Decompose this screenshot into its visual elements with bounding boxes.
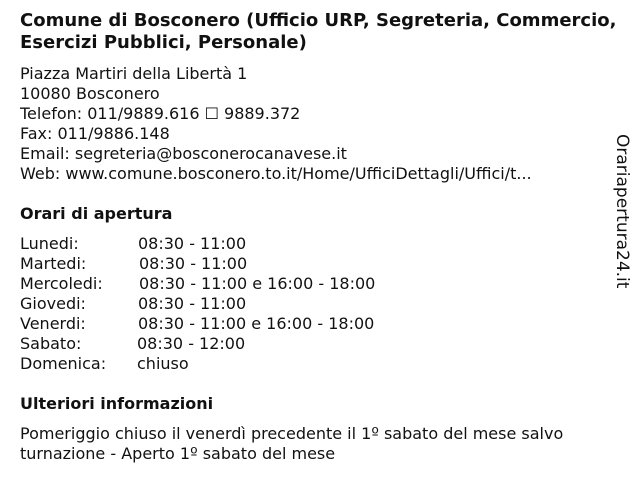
day-label: Martedi: bbox=[20, 254, 87, 273]
additional-info-text: Pomeriggio chiuso il venerdì precedente il 1º sabato del mese salvo turnazione - Aperto 1º sabato del mese bbox=[20, 424, 564, 463]
day-label: Sabato: bbox=[20, 334, 82, 353]
additional-info-heading: Ulteriori informazioni bbox=[20, 394, 214, 413]
address-city: 10080 Bosconero bbox=[20, 84, 160, 103]
email-label: Email: bbox=[20, 144, 75, 163]
time-value: 08:30 - 11:00 e 16:00 - 18:00 bbox=[139, 274, 376, 293]
day-label: Lunedi: bbox=[20, 234, 79, 253]
day-label: Domenica: bbox=[20, 354, 107, 373]
time-value: 08:30 - 11:00 e 16:00 - 18:00 bbox=[138, 314, 375, 333]
office-title: Comune di Bosconero (Ufficio URP, Segreteria, Commercio, Esercizi Pubblici, Personale) bbox=[20, 10, 617, 53]
time-value: 08:30 - 11:00 bbox=[138, 234, 247, 253]
day-label: Venerdi: bbox=[20, 314, 86, 333]
address-street: Piazza Martiri della Libertà 1 bbox=[20, 64, 248, 83]
opening-hours-heading: Orari di apertura bbox=[20, 204, 173, 223]
time-value: 08:30 - 12:00 bbox=[137, 334, 246, 353]
email-row bbox=[20, 144, 600, 164]
contact-block bbox=[20, 64, 600, 184]
email-link[interactable]: segreteria@bosconerocanavese.it bbox=[74, 144, 347, 163]
fax-number: Fax: 011/9886.148 bbox=[20, 124, 170, 143]
day-label: Mercoledi: bbox=[20, 274, 103, 293]
web-link[interactable]: www.comune.bosconero.to.it/Home/UfficiDettagli/Uffici/t... bbox=[65, 164, 532, 183]
time-value: chiuso bbox=[137, 354, 189, 373]
time-value: 08:30 - 11:00 bbox=[138, 294, 247, 313]
web-label: Web: bbox=[20, 164, 66, 183]
time-value: 08:30 - 11:00 bbox=[139, 254, 248, 273]
web-row bbox=[20, 164, 600, 184]
phone-number: Telefon: 011/9889.616 ☐ 9889.372 bbox=[20, 104, 301, 123]
day-label: Giovedi: bbox=[20, 294, 86, 313]
site-watermark: Orariapertura24.it bbox=[612, 134, 632, 289]
